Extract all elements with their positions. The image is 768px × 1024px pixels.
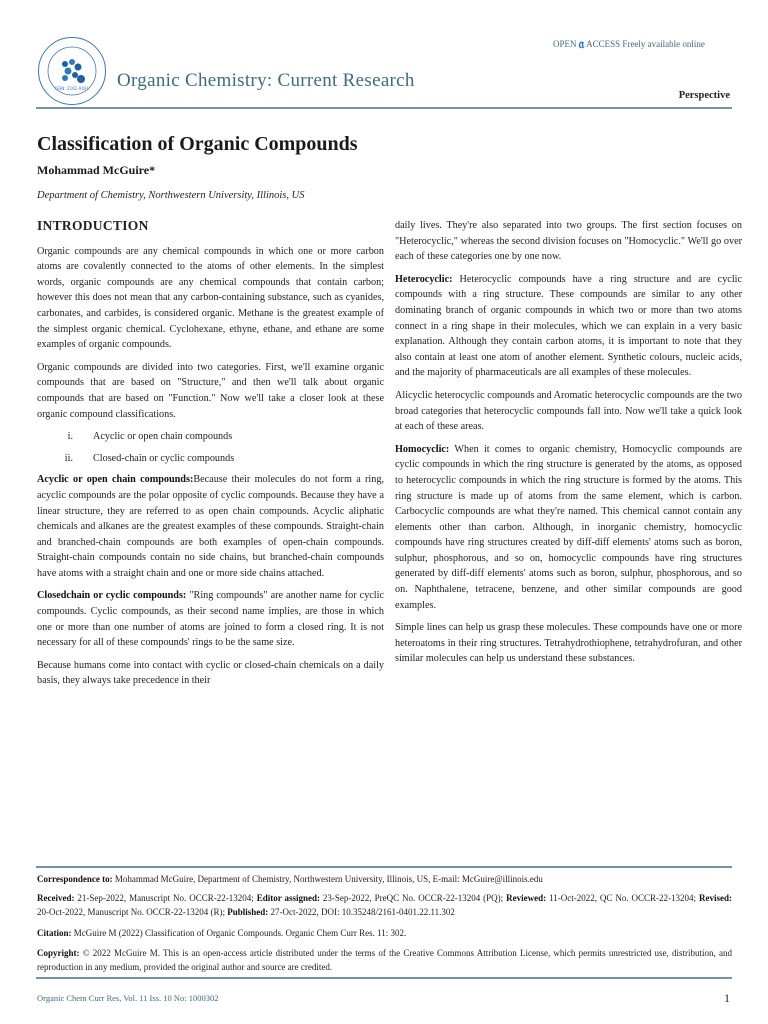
paragraph: Simple lines can help us grasp these molecules. These compounds have one or more heteroatoms in their ring structures. Tetrahydrothiophene, tetrahydrofuran, and other similar molecules can help us understand these substances. (395, 622, 742, 665)
paragraph-homocyclic: Homocyclic: When it comes to organic chemistry, Homocyclic compounds are cyclic compounds in which the ring structure is generated by the atoms, as opposed to heterocyclic compounds in which the ring structure is formed by the atoms. This ring structure is made up of atoms from the same element, which is carbon. Carbocyclic compounds are what they're named. This chemical cannot contain any elements other than carbon. Although, in inorganic chemistry, homocyclic compounds have ring structures created by diff-diff elements' atoms such as boron, sulphur, phosphorous, and so on, homocyclic compounds have ring structures generated by diff-diff elements' atoms such as boron, sulphur, phosphorous, and so on. Naphthalene, tetracene, benzene, and other similar compounds are good examples. (395, 443, 742, 611)
paragraph: Organic compounds are any chemical compounds in which one or more carbon atoms are covalently connected to the atoms of other elements. In the simplest words, organic compounds are any chemical compounds that contain carbon; however this does not mean that any carbon-containing substance, such as cyanides, carbonates, and carbides, is considered organic. Methane is the greatest example of the simplest organic chemical. Cyclohexane, ethyne, ethane, and ethane are some examples of organic compounds. (37, 245, 384, 351)
open-access-lock-icon: 𝔞 (578, 36, 585, 51)
section-heading-introduction: INTRODUCTION (37, 218, 149, 233)
access-label: ACCESS Freely available online (586, 39, 705, 49)
open-label: OPEN (553, 39, 577, 49)
article-title: Classification of Organic Compounds (37, 133, 358, 155)
footer-top-divider (36, 866, 732, 868)
paragraph: Alicyclic heterocyclic compounds and Aromatic heterocyclic compounds are the two broad categories that heterocyclic compounds fall into. Now we'll take a quick look at each of these areas. (395, 389, 742, 433)
footer-bottom-divider (36, 977, 732, 979)
classification-list (37, 429, 384, 466)
header-divider (36, 107, 732, 109)
author-name: Mohammad McGuire* (37, 163, 156, 177)
right-column (395, 218, 742, 674)
paragraph-heterocyclic: Heterocyclic: Heterocyclic compounds have a ring structure and are cyclic compounds with a ring structure. These compounds are similar to any other dominating branch of organic compounds in which two or more than two atoms connect in a ring shape in their molecules, which we can explain in a very basic explanation. Although they contain carbon atoms, it is important to note that they also contain at least one atom of another element. Synthetic colours, nucleic acids, and the majority of pharmaceuticals are all examples of these molecules. (395, 273, 742, 379)
list-item: ii. Closed-chain or cyclic compounds (64, 452, 235, 464)
open-access-badge (553, 36, 705, 52)
paragraph: Organic compounds are divided into two categories. First, we'll examine organic compounds that are based on "Structure," and then we'll talk about organic compounds that are based on "Function." Now we'll take a closer look at these organic compound classifications. (37, 361, 384, 420)
journal-title: Organic Chemistry: Current Research (117, 70, 415, 91)
svg-text:ISSN: 2161-0401: ISSN: 2161-0401 (55, 86, 89, 91)
citation: Citation: McGuire M (2022) Classification of Organic Compounds. Organic Chem Curr Res. 11: 302. (37, 928, 407, 938)
correspondence: Correspondence to: Mohammad McGuire, Department of Chemistry, Northwestern University, Illinois, US, E-mail: McGuire@illinois.edu (37, 874, 543, 884)
paragraph-closed-chain: Closedchain or cyclic compounds: "Ring compounds" are another name for cyclic compounds. Cyclic compounds, as their second name implies, are those in which one or more than one number of atoms are joined to form a closed ring. It is not necessary for all of these compounds' rings to be the same size. (37, 590, 384, 649)
paragraph: daily lives. They're also separated into two groups. The first section focuses on "Heterocyclic," whereas the second division focuses on "Homocyclic." We'll go over each of these categories one by one now. (395, 220, 742, 263)
article-dates: Received: 21-Sep-2022, Manuscript No. OCCR-22-13204; Editor assigned: 23-Sep-2022, PreQC No. OCCR-22-13204 (PQ); Reviewed: 11-Oct-2022, QC No. OCCR-22-13204; Revised: 20-Oct-2022, Manuscript No. OCCR-22-13204 (R); Published: 27-Oct-2022, DOI: 10.35248/2161-0401.22.11.302 (37, 893, 732, 917)
page-number: 1 (724, 991, 730, 1005)
journal-reference: Organic Chem Curr Res, Vol. 11 Iss. 10 No: 1000302 (37, 993, 219, 1003)
author-affiliation: Department of Chemistry, Northwestern University, Illinois, US (37, 190, 305, 201)
journal-logo-icon (38, 37, 106, 105)
article-type: Perspective (678, 90, 730, 101)
left-column (37, 218, 384, 696)
list-item: i. Acyclic or open chain compounds (67, 431, 233, 443)
paragraph-acyclic: Acyclic or open chain compounds:Because their molecules do not form a ring, acyclic compounds are the polar opposite of cyclic compounds. Because they have a linear structure, they are referred to as open chain compounds. Acyclic aliphatic chemicals and alkanes are the greatest examples of these compounds. Straight-chain and branched-chain compounds are both examples of open-chain compounds. Straight-chain compounds contain no side chains, but branched-chain compounds have atoms with a straight chain and one or more side chains attached. (37, 474, 384, 579)
paragraph: Because humans come into contact with cyclic or closed-chain chemicals on a daily basis, they always take precedence in their (37, 659, 384, 687)
copyright: Copyright: © 2022 McGuire M. This is an open-access article distributed under the terms of the Creative Commons Attribution License, which permits unrestricted use, distribution, and reproduction in any medium, provided the original author and source are credited. (37, 948, 732, 972)
